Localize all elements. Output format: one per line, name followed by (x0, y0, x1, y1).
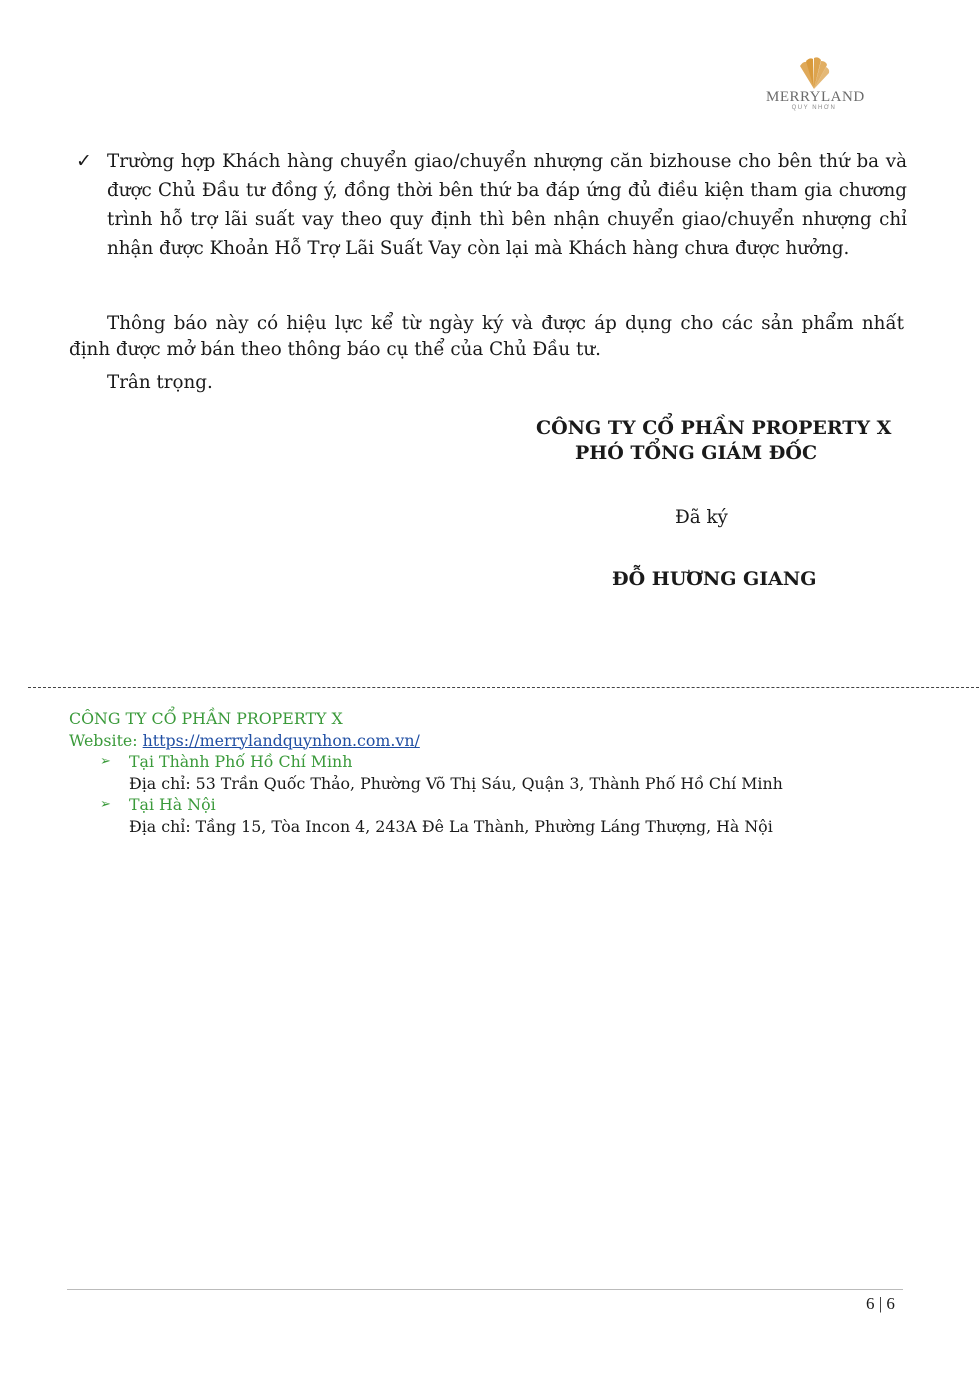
check-icon: ✓ (76, 150, 92, 172)
footer-website (69, 730, 783, 752)
office-name: Tại Thành Phố Hồ Chí Minh (129, 752, 353, 771)
page-number: 6 | 6 (866, 1294, 895, 1313)
bullet-text: Trường hợp Khách hàng chuyển giao/chuyển nhượng căn bizhouse cho bên thứ ba và được Chủ Đầu tư đồng ý, đồng thời bên thứ ba đáp ứng đủ điều kiện tham gia chương trình hỗ trợ lãi suất vay theo quy định thì bên nhận chuyển giao/chuyển nhượng chỉ nhận được Khoản Hỗ Trợ Lãi Suất Vay còn lại mà Khách hàng chưa được hưởng. (107, 151, 907, 259)
logo-brand-text: MERRYLAND (766, 89, 865, 105)
office-address: Địa chỉ: Tầng 15, Tòa Incon 4, 243A Đê La Thành, Phường Láng Thượng, Hà Nội (129, 816, 773, 836)
logo-fan-icon (794, 56, 834, 90)
footer-divider (28, 687, 979, 688)
signature-title: PHÓ TỔNG GIÁM ĐỐC (575, 442, 818, 464)
arrow-right-icon: ➢ (100, 754, 111, 769)
closing-regards: Trân trọng. (107, 372, 213, 393)
logo-subtitle: QUY NHƠN (791, 105, 837, 111)
page-bottom-rule (67, 1289, 903, 1290)
signatory-name: ĐỖ HƯƠNG GIANG (612, 568, 817, 590)
office-address: Địa chỉ: 53 Trần Quốc Thảo, Phường Võ Thị Sáu, Quận 3, Thành Phố Hồ Chí Minh (129, 773, 783, 793)
merryland-logo (766, 56, 865, 120)
office-name: Tại Hà Nội (129, 795, 216, 814)
office-hcm (69, 751, 783, 794)
website-link[interactable]: https://merrylandquynhon.com.vn/ (142, 730, 420, 750)
footer (69, 708, 783, 837)
signature-signed: Đã ký (675, 507, 728, 528)
footer-company: CÔNG TY CỔ PHẦN PROPERTY X (69, 709, 343, 728)
arrow-right-icon: ➢ (100, 797, 111, 812)
office-hanoi (69, 794, 783, 837)
signature-company: CÔNG TY CỔ PHẦN PROPERTY X (536, 417, 892, 439)
notice-paragraph: Thông báo này có hiệu lực kể từ ngày ký và được áp dụng cho các sản phẩm nhất định được mở bán theo thông báo cụ thể của Chủ Đầu tư. (69, 313, 904, 360)
website-label: Website: (69, 730, 143, 750)
